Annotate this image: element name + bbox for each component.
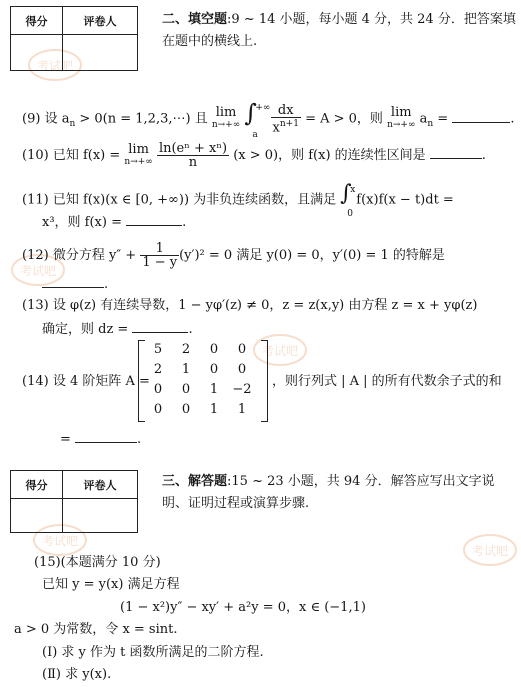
- question-15-part1: (Ⅰ) 求 y 作为 t 函数所满足的二阶方程.: [42, 645, 264, 660]
- lim-sub: n→+∞: [211, 120, 241, 130]
- question-15-part2: (Ⅱ) 求 y(x).: [42, 667, 112, 682]
- question-14: [22, 374, 150, 390]
- score-cell[interactable]: [11, 499, 63, 533]
- answer-blank[interactable]: [132, 320, 188, 333]
- frac-num: dx: [271, 104, 301, 118]
- matrix-cell: 0: [209, 342, 219, 357]
- q13-text: 设 φ(z) 有连续导数，1 − yφ′(z) ≠ 0，z = z(x,y) 由方程 z = x + yφ(z): [52, 298, 478, 313]
- matrix-cell: −2: [232, 382, 252, 397]
- matrix-cell: 5: [153, 342, 163, 357]
- section2-title: 二、填空题: [162, 12, 228, 27]
- q9-limit2: [387, 107, 415, 131]
- grader-cell[interactable]: [63, 499, 138, 533]
- section3-desc: :15 ~ 23 小题，共 94 分．解答应写出文字说: [227, 474, 495, 489]
- section3-title: 三、解答题: [162, 474, 228, 489]
- question-number: (10): [22, 148, 49, 163]
- matrix-cell: 1: [209, 382, 219, 397]
- q10-text: (x > 0)，则 f(x) 的连续性区间是: [233, 148, 426, 163]
- q13-text: 确定，则 dz =: [42, 322, 133, 337]
- answer-blank[interactable]: [452, 110, 510, 123]
- question-15-equation: (1 − x²)y″ − xy′ + a²y = 0，x ∈ (−1,1): [120, 600, 366, 615]
- frac-num: ln(eⁿ + xⁿ): [158, 141, 228, 156]
- matrix-cell: 0: [181, 382, 191, 397]
- question-number: (11): [22, 192, 49, 208]
- question-9: (9) 设 $a_n > 0(n$ = 1,2,3,⋯) 且 lim n→+∞ ∫ +∞ a $\frac{dx}{x^{n+1}}$ = A > 0，则 lim n→+∞ $a_n$ = .: [22, 103, 514, 135]
- q12-text: 微分方程 y″ +: [52, 248, 141, 263]
- matrix-right-bracket: [261, 340, 268, 422]
- q9-limit: [212, 107, 240, 131]
- score-cell[interactable]: [11, 35, 63, 71]
- section3-desc-line2: 明、证明过程或演算步骤.: [162, 496, 310, 511]
- question-15-line3: a > 0 为常数，令 x = sint.: [14, 622, 178, 637]
- matrix-cell: 0: [237, 342, 247, 357]
- q10-fraction: [157, 142, 229, 169]
- watermark-icon: [460, 530, 520, 570]
- frac-num: 1: [140, 242, 179, 256]
- matrix-left-bracket: [138, 340, 145, 422]
- lim-label: lim: [390, 105, 412, 120]
- answer-blank[interactable]: [430, 146, 482, 159]
- watermark-logo: [460, 530, 520, 574]
- q11-integral: ∫ x 0: [340, 186, 356, 214]
- matrix-cell: 0: [209, 362, 219, 377]
- svg-text:考试吧: 考试吧: [42, 534, 79, 548]
- q14-text: =: [60, 432, 76, 447]
- lim-label: lim: [215, 105, 237, 120]
- svg-text:考试吧: 考试吧: [37, 59, 74, 73]
- int-lower: 0: [347, 209, 354, 219]
- question-11: [22, 181, 454, 219]
- q9-integral: ∫ +∞ a: [244, 103, 266, 135]
- frac-den: 1 − y: [142, 255, 178, 270]
- question-11-line2: x³，则 f(x) = .: [42, 215, 187, 230]
- matrix-a: [138, 340, 268, 422]
- q9-text: = A > 0，则: [305, 111, 388, 127]
- matrix-cell: 0: [181, 402, 191, 417]
- score-header: 得分: [11, 7, 63, 35]
- question-number: (13): [22, 298, 49, 313]
- grader-header: 评卷人: [63, 7, 138, 35]
- frac-den: x: [272, 120, 280, 136]
- question-14-text-b: ，则行列式 | A | 的所有代数余子式的和: [272, 374, 502, 389]
- lim-sub: n→+∞: [387, 120, 416, 130]
- q12-fraction: [140, 242, 179, 269]
- grader-header: 评卷人: [63, 471, 138, 499]
- q12-text: (y′)² = 0 满足 y(0) = 0，y′(0) = 1 的特解是: [179, 248, 445, 263]
- question-15-head: (15)(本题满分 10 分): [34, 555, 161, 570]
- matrix-cell: 0: [237, 362, 247, 377]
- matrix-cell: 0: [153, 402, 163, 417]
- lim-sub: n→+∞: [124, 156, 153, 167]
- matrix-cell: 1: [209, 402, 219, 417]
- question-10: (10) 已知 f(x) = lim n→+∞ $\frac{\text{ln(eⁿ + xⁿ)}}{n}$ (x > 0)，则 f(x) 的连续性区间是 .: [22, 141, 486, 170]
- question-13: [22, 298, 477, 314]
- q9-text: > 0(n = 1,2,3,⋯) 且: [75, 111, 208, 127]
- question-number: (14): [22, 374, 49, 389]
- section2-desc: :9 ~ 14 小题，每小题 4 分，共 24 分．把答案填: [227, 12, 516, 27]
- question-number: (12): [22, 248, 49, 263]
- svg-text:考试吧: 考试吧: [472, 544, 509, 558]
- score-table-2: [10, 470, 138, 533]
- answer-blank[interactable]: [126, 213, 182, 226]
- q9-text: =: [433, 111, 453, 127]
- q11-text: 已知 f(x)(x ∈ [0, +∞)) 为非负连续函数，且满足: [52, 192, 337, 208]
- section2-heading: [162, 12, 516, 28]
- question-number: (9): [22, 111, 41, 127]
- matrix-cell: 2: [153, 362, 163, 377]
- matrix-cell: 2: [181, 342, 191, 357]
- q14-text: 设 4 阶矩阵 A =: [52, 374, 150, 389]
- lim-label: lim: [128, 141, 149, 157]
- svg-text:考试吧: 考试吧: [20, 264, 57, 278]
- answer-blank[interactable]: [42, 275, 104, 288]
- q11-text: f(x)f(x − t)dt =: [356, 192, 454, 208]
- q9-fraction: $\frac{dx}{x^{n+1}}$: [272, 102, 299, 136]
- frac-den: n: [188, 155, 198, 170]
- answer-blank[interactable]: [75, 430, 137, 443]
- int-upper: x: [350, 185, 356, 195]
- question-12: [22, 242, 445, 269]
- q9-text: 设 a: [44, 111, 70, 127]
- question-13-line2: 确定，则 dz = .: [42, 322, 193, 337]
- score-header: 得分: [11, 471, 63, 499]
- int-upper: +∞: [255, 103, 271, 113]
- q9-text: a: [415, 111, 428, 127]
- matrix-cell: 1: [237, 402, 247, 417]
- section3-heading: [162, 474, 495, 490]
- q10-limit: [124, 141, 153, 168]
- question-15-line1: 已知 y = y(x) 满足方程: [42, 577, 180, 592]
- score-table-1: [10, 6, 138, 71]
- svg-text:考试吧: 考试吧: [262, 344, 299, 358]
- q10-text: 已知 f(x) =: [52, 148, 125, 163]
- grader-cell[interactable]: [63, 35, 138, 71]
- q11-text: x³，则 f(x) =: [42, 215, 127, 230]
- matrix-cell: 1: [181, 362, 191, 377]
- section2-desc-line2: 在题中的横线上.: [162, 34, 258, 49]
- matrix-cell: 0: [153, 382, 163, 397]
- question-14-line2: = .: [60, 432, 142, 447]
- int-lower: a: [252, 130, 258, 140]
- question-12-line2: .: [42, 275, 108, 293]
